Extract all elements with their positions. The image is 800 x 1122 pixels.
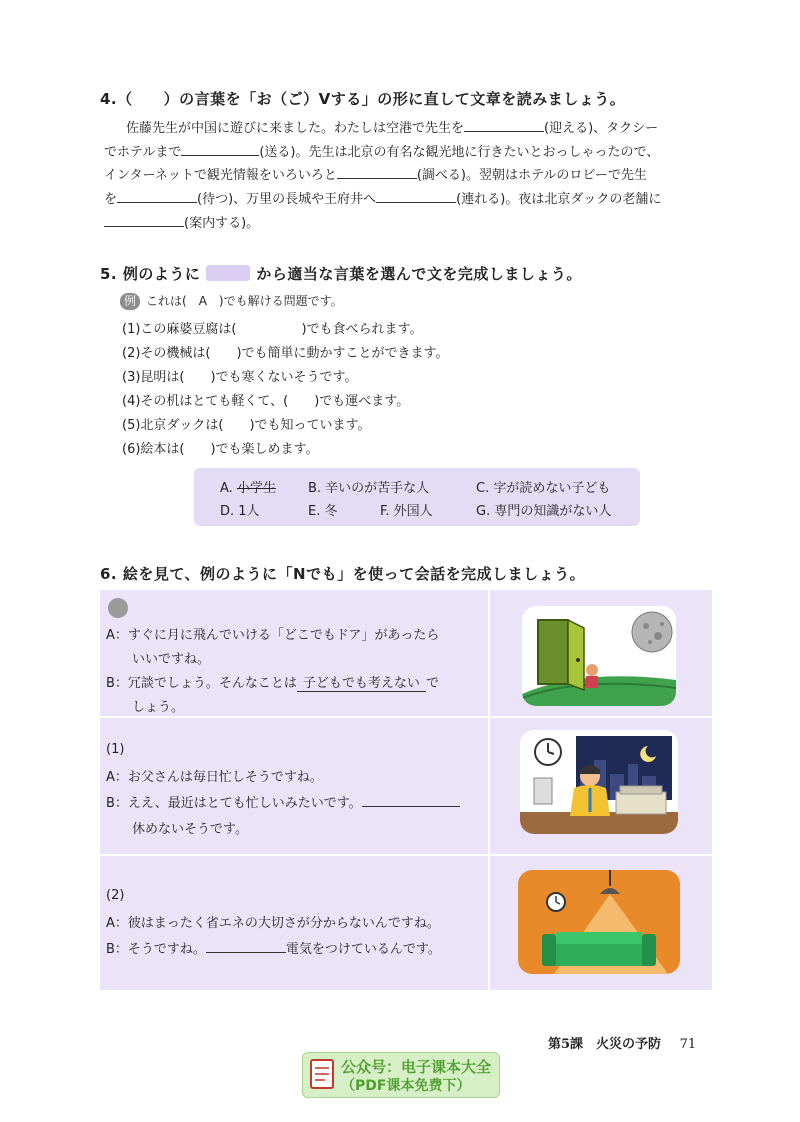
p1-number: (1) — [106, 742, 125, 757]
ex-line-b1 — [106, 672, 439, 691]
q5-item-1: (1)この麻婆豆腐は( )でも食べられます。 — [122, 322, 423, 337]
text: B：ええ、最近はとても忙しいみたいです。 — [106, 796, 362, 811]
text: でホテルまで — [104, 145, 182, 160]
watermark-stamp — [302, 1052, 500, 1098]
p1-line-b1 — [106, 792, 460, 811]
q4-line-1 — [126, 117, 658, 136]
q6-heading: 6. 絵を見て、例のように「Nでも」を使って会話を完成しましょう。 — [100, 565, 586, 583]
q5-item-6: (6)絵本は( )でも楽しめます。 — [122, 442, 319, 457]
answer-blank-5[interactable] — [376, 188, 456, 203]
ex-line-a1: A：すぐに月に飛んでいける「どこでもドア」があったら — [106, 628, 440, 643]
ex-line-a2: いいですね。 — [132, 652, 211, 667]
q4-line-4 — [104, 188, 661, 207]
stamp-line-1: 公众号：电子课本大全 — [341, 1058, 492, 1076]
option-f: F. 外国人 — [380, 504, 433, 519]
p1-line-a: A：お父さんは毎日忙しそうですね。 — [106, 770, 323, 785]
stamp-line-2: （PDF课本免费下） — [341, 1078, 471, 1094]
text: で — [425, 676, 439, 691]
p2-line-a: A：彼はまったく省エネの大切さが分からないんですね。 — [106, 916, 440, 931]
option-c: C. 字が読めない子ども — [476, 481, 611, 496]
options-box — [194, 468, 640, 526]
q5-heading — [100, 263, 582, 284]
q4-line-5 — [104, 212, 259, 231]
door-moon-illustration — [522, 606, 676, 706]
p2-line-b — [106, 938, 441, 957]
busy-father-svg — [520, 730, 678, 834]
dialogue-table — [100, 590, 712, 990]
example-answer: 子どもでも考えない — [297, 676, 426, 692]
q5-item-3: (3)昆明は( )でも寒くないそうです。 — [122, 370, 358, 385]
q4-line-2 — [104, 141, 659, 160]
answer-blank-2[interactable] — [181, 141, 259, 156]
page-number: 71 — [679, 1037, 697, 1052]
column-divider — [488, 590, 490, 990]
text: を — [104, 192, 118, 207]
text: インターネットで観光情報をいろいろと — [104, 168, 337, 183]
text: 佐藤先生が中国に遊びに来ました。わたしは空港で先生を — [126, 121, 465, 136]
row-divider — [100, 716, 712, 718]
text: (待つ)、万里の長城や王府井へ — [197, 192, 377, 207]
answer-blank-p2[interactable] — [206, 938, 286, 953]
text: A. — [220, 481, 233, 496]
q5-example — [120, 292, 343, 310]
option-g: G. 専門の知識がない人 — [476, 504, 612, 519]
q4-line-3 — [104, 164, 647, 183]
q5-item-2: (2)その機械は( )でも簡単に動かすことができます。 — [122, 346, 449, 361]
lesson-footer — [548, 1033, 696, 1052]
text: (送る)。先生は北京の有名な観光地に行きたいとおっしゃったので、 — [259, 145, 660, 160]
option-a — [220, 477, 276, 496]
answer-blank-3[interactable] — [337, 164, 417, 179]
empty-room-illustration — [518, 870, 680, 974]
text: 5. 例のように — [100, 265, 201, 283]
text: (調べる)。翌朝はホテルのロビーで先生 — [416, 168, 647, 183]
answer-blank-p1[interactable] — [362, 792, 460, 807]
text: (案内する)。 — [184, 216, 260, 231]
text: (迎える)、タクシー — [544, 121, 659, 136]
busy-father-illustration — [520, 730, 678, 834]
option-e: E. 冬 — [308, 504, 338, 519]
row-divider — [100, 854, 712, 856]
text: B：冗談でしょう。そんなことは — [106, 676, 297, 691]
text: から適当な言葉を選んで文を完成しましょう。 — [256, 265, 582, 283]
option-b: B. 辛いのが苦手な人 — [308, 481, 430, 496]
text: 小学生 — [236, 481, 276, 496]
answer-blank-1[interactable] — [464, 117, 544, 132]
option-d: D. 1人 — [220, 504, 260, 519]
q4-heading: 4.（ ）の言葉を「お（ご）Vする」の形に直して文章を読みましょう。 — [100, 90, 626, 108]
text: 電気をつけているんです。 — [285, 942, 441, 957]
example-marker — [108, 598, 128, 618]
door-moon-svg — [522, 606, 676, 706]
example-badge: 例 — [120, 293, 140, 310]
q5-item-4: (4)その机はとても軽くて、( )でも運べます。 — [122, 394, 410, 409]
q5-item-5: (5)北京ダックは( )でも知っています。 — [122, 418, 371, 433]
p1-line-b2: 休めないそうです。 — [132, 822, 248, 837]
text: これは( A )でも解ける問題です。 — [146, 294, 343, 308]
option-box-marker — [206, 265, 250, 281]
text: (連れる)。夜は北京ダックの老舗に — [456, 192, 662, 207]
empty-room-svg — [518, 870, 680, 974]
answer-blank-6[interactable] — [104, 212, 184, 227]
text: B：そうですね。 — [106, 942, 206, 957]
p2-number: (2) — [106, 888, 125, 903]
lesson-title: 第5課 火災の予防 — [548, 1037, 662, 1052]
book-icon — [309, 1058, 337, 1092]
answer-blank-4[interactable] — [117, 188, 197, 203]
ex-line-b2: しょう。 — [132, 700, 185, 715]
